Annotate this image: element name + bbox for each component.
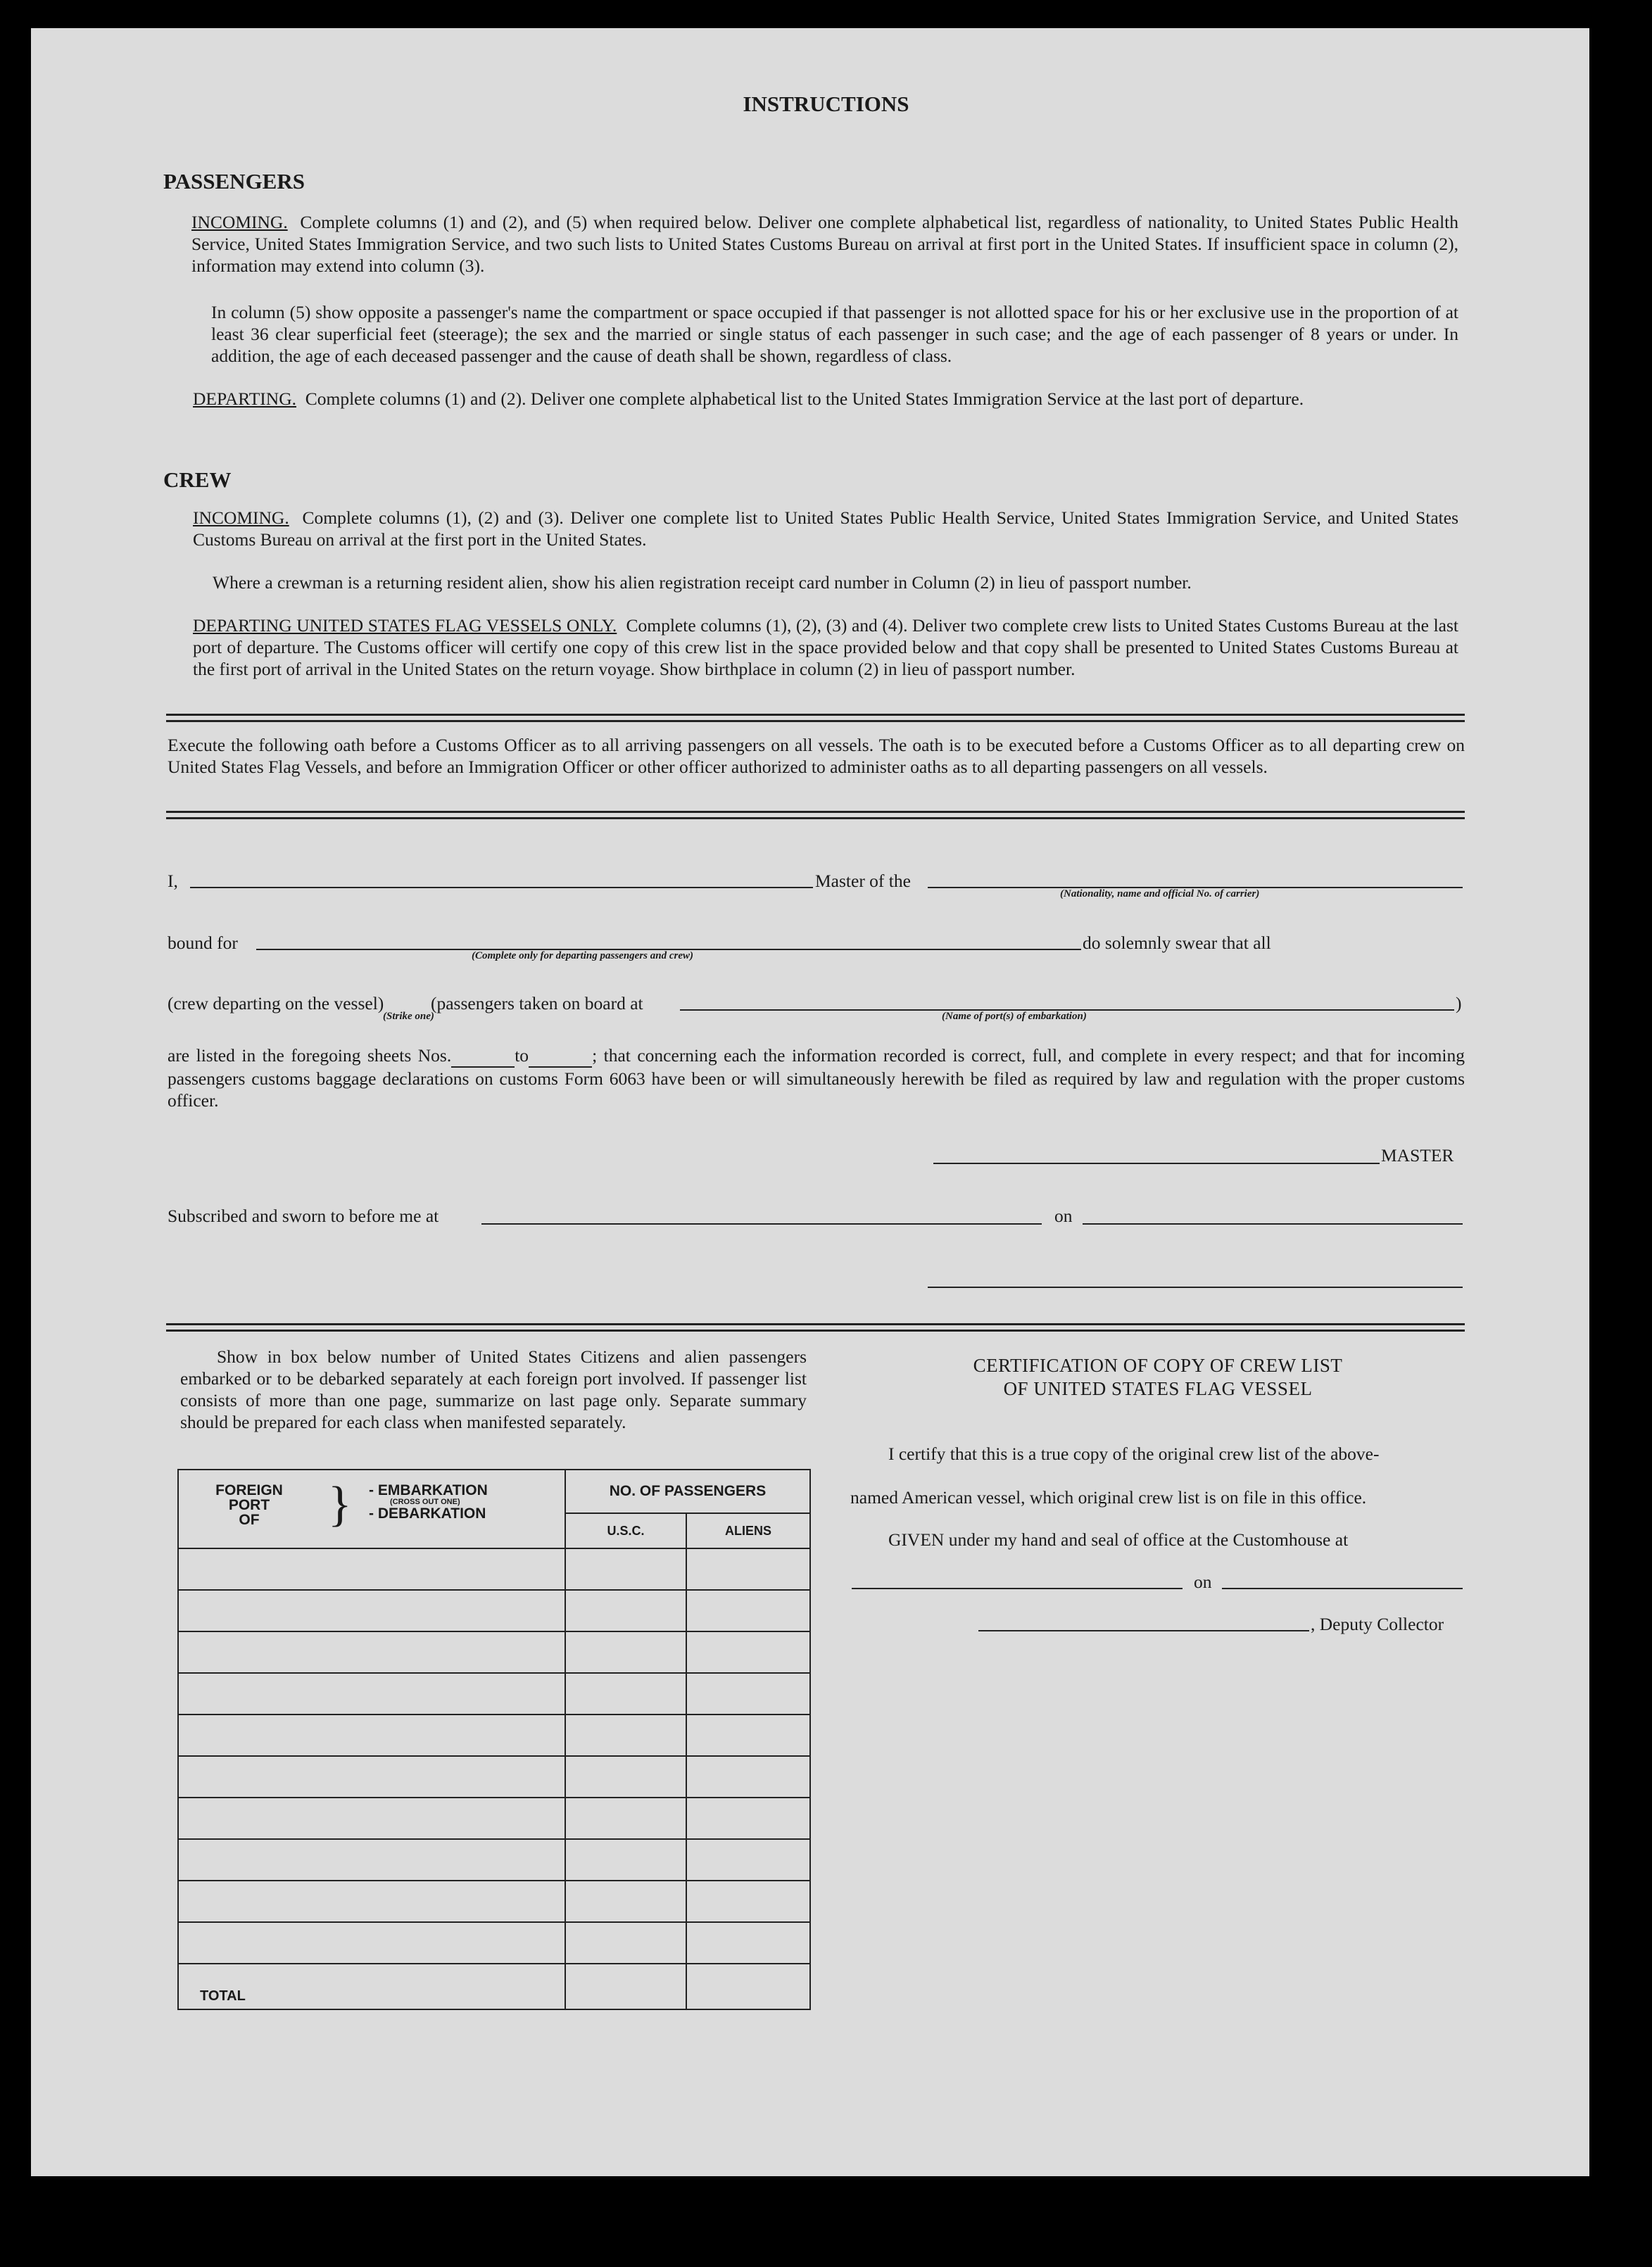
port-cell[interactable]: [178, 1756, 565, 1798]
aliens-total-cell[interactable]: [686, 1964, 810, 2009]
oath-intro: Execute the following oath before a Customs Officer as to all arriving passengers on all vessels. The oath is to be executed before a Customs Officer as to all departing crew on United States Flag Vessels, and before an Immigration Officer or other officer authorized to administer oaths as to all departing passengers on all vessels.: [168, 735, 1465, 777]
passengers-incoming-paragraph: [191, 211, 1458, 277]
port-cell[interactable]: [178, 1881, 565, 1922]
deputy-collector-label: , Deputy Collector: [1311, 1614, 1444, 1634]
col-port: PORT: [228, 1497, 270, 1513]
oath-crew-departing: (crew departing on the vessel): [168, 993, 384, 1013]
strike-one-caption: (Strike one): [383, 1011, 434, 1022]
oath-bound-for: bound for: [168, 933, 238, 953]
crew-incoming-paragraph: [193, 507, 1458, 550]
port-header-cell: [178, 1470, 565, 1548]
oath-close-paren: ): [1456, 993, 1462, 1013]
summary-instructions: Show in box below number of United States Citizens and alien passengers embarked or to be debarked separately at each foreign port involved. If passenger list consists of more than one page, summarize on last page only. Separate summary should be prepared for each class when manifested separately.: [180, 1346, 807, 1432]
crew-incoming-text: Complete columns (1), (2) and (3). Deliver one complete list to United States Public Health Service, United States Immigration Service, and United States Customs Bureau on arrival at the first port in the United States.: [193, 507, 1458, 550]
subscribed-label: Subscribed and sworn to before me at: [168, 1206, 439, 1226]
table-row: [178, 1881, 810, 1922]
page-title: INSTRUCTIONS: [743, 91, 909, 116]
port-cell[interactable]: [178, 1590, 565, 1631]
certification-title: [852, 1354, 1464, 1401]
passengers-incoming-text: Complete columns (1) and (2), and (5) when required below. Deliver one complete alphabetical list, regardless of nationality, to United States Public Health Service, United States Immigration Service, and two such lists to United States Customs Bureau on arrival at first port in the United States. If insufficient space in column (2), information may extend into column (3).: [191, 212, 1458, 276]
table-row: [178, 1715, 810, 1756]
aliens-cell[interactable]: [686, 1839, 810, 1881]
oath-listed-a: are listed in the foregoing sheets Nos.: [168, 1045, 452, 1066]
aliens-cell[interactable]: [686, 1673, 810, 1715]
aliens-cell[interactable]: [686, 1631, 810, 1673]
bound-caption: (Complete only for departing passengers and crew): [472, 950, 693, 961]
port-cell[interactable]: [178, 1922, 565, 1964]
usc-total-cell[interactable]: [565, 1964, 686, 2009]
carrier-caption: (Nationality, name and official No. of carrier): [1060, 888, 1260, 899]
table-row: [178, 1798, 810, 1839]
aliens-cell[interactable]: [686, 1715, 810, 1756]
port-header: [200, 1483, 298, 1527]
port-cell[interactable]: [178, 1631, 565, 1673]
certification-line-3: GIVEN under my hand and seal of office at the Customhouse at: [888, 1529, 1349, 1550]
passengers-column5-text: In column (5) show opposite a passenger's name the compartment or space occupied if that passenger is not allotted space for his or her exclusive use in the proportion of at least 36 clear superficial feet (steerage); the sex and the married or single status of each passenger in such case; and the age of each passenger of 8 years or under. In addition, the age of each deceased passenger and the cause of death shall be shown, regardless of class.: [211, 302, 1458, 366]
aliens-cell[interactable]: [686, 1881, 810, 1922]
divider: [166, 811, 1465, 819]
usc-cell[interactable]: [565, 1881, 686, 1922]
col-usc: U.S.C.: [565, 1513, 686, 1548]
sheet-to-field[interactable]: [529, 1044, 592, 1068]
table-row: [178, 1590, 810, 1631]
usc-cell[interactable]: [565, 1798, 686, 1839]
certification-date-field[interactable]: [1222, 1588, 1463, 1589]
divider: [166, 1323, 1465, 1332]
table-row: [178, 1839, 810, 1881]
passengers-departing-label: DEPARTING.: [193, 389, 296, 409]
total-label: TOTAL: [178, 1964, 565, 2009]
crew-incoming-label: INCOMING.: [193, 507, 289, 528]
oath-swear: do solemnly swear that all: [1083, 933, 1271, 953]
col-debarkation: - DEBARKATION: [369, 1505, 486, 1522]
oath-listed-rest: that for incoming passengers customs baggage declarations on customs Form 6063 have been or will simultaneously herewith be filed as required by law and regulation with the proper customs officer.: [168, 1045, 1465, 1111]
oath-listed-paragraph: [168, 1044, 1465, 1111]
subscribed-on: on: [1054, 1206, 1073, 1226]
table-row-total: [178, 1964, 810, 2009]
col-aliens: ALIENS: [686, 1513, 810, 1548]
certification-title-2: OF UNITED STATES FLAG VESSEL: [1003, 1378, 1313, 1399]
passengers-heading: PASSENGERS: [163, 169, 305, 194]
certification-line-2: named American vessel, which original crew list is on file in this office.: [850, 1487, 1367, 1508]
passengers-departing-paragraph: [193, 388, 1458, 410]
col-no-passengers: NO. OF PASSENGERS: [565, 1470, 810, 1513]
sheet-from-field[interactable]: [451, 1044, 515, 1068]
table-row: [178, 1922, 810, 1964]
port-cell[interactable]: [178, 1673, 565, 1715]
port-cell[interactable]: [178, 1839, 565, 1881]
usc-cell[interactable]: [565, 1715, 686, 1756]
certification-title-1: CERTIFICATION OF COPY OF CREW LIST: [973, 1355, 1343, 1376]
crew-resident-text: Where a crewman is a returning resident alien, show his alien registration receipt card number in Column (2) in lieu of passport number.: [213, 572, 1192, 593]
certification-on: on: [1194, 1572, 1212, 1592]
embark-header: [369, 1483, 488, 1521]
ports-caption: (Name of port(s) of embarkation): [942, 1011, 1087, 1022]
usc-cell[interactable]: [565, 1673, 686, 1715]
deputy-signature-field[interactable]: [978, 1630, 1309, 1631]
crew-departing-text: Complete columns (1), (2), (3) and (4). Deliver two complete crew lists to United States Customs Bureau at the last port of departure. The Customs officer will certify one copy of this crew list in the space provided below and that copy shall be presented to United States Customs Bureau at the first port of arrival in the United States on the return voyage. Show birthplace in column (2) in lieu of passport number.: [193, 615, 1458, 679]
table-header-row: [178, 1470, 810, 1513]
usc-cell[interactable]: [565, 1590, 686, 1631]
usc-cell[interactable]: [565, 1756, 686, 1798]
master-name-field[interactable]: [190, 887, 813, 888]
aliens-cell[interactable]: [686, 1798, 810, 1839]
brace-icon: }: [328, 1477, 352, 1532]
certification-line-1: I certify that this is a true copy of the original crew list of the above-: [888, 1444, 1380, 1464]
customhouse-field[interactable]: [852, 1588, 1183, 1589]
oath-listed-to: to: [515, 1045, 529, 1066]
table-row: [178, 1673, 810, 1715]
port-cell[interactable]: [178, 1715, 565, 1756]
crew-departing-label: DEPARTING UNITED STATES FLAG VESSELS ONLY.: [193, 615, 617, 636]
crew-heading: CREW: [163, 467, 232, 492]
table-row: [178, 1631, 810, 1673]
passengers-incoming-label: INCOMING.: [191, 212, 288, 232]
oath-passengers-taken: (passengers taken on board at: [431, 993, 643, 1013]
oath-i-label: I,: [168, 871, 178, 891]
oath-master-of: Master of the: [815, 871, 911, 891]
passenger-summary-table: [177, 1469, 811, 2010]
col-cross-out: (CROSS OUT ONE): [390, 1498, 460, 1506]
sworn-at-field[interactable]: [481, 1223, 1042, 1225]
usc-cell[interactable]: [565, 1839, 686, 1881]
master-label: MASTER: [1381, 1145, 1454, 1166]
aliens-cell[interactable]: [686, 1548, 810, 1590]
col-of: OF: [239, 1512, 260, 1528]
divider: [166, 714, 1465, 722]
oath-listed-b: ; that concerning each the information recorded is correct, full, and complete in every respect; and: [592, 1045, 1330, 1066]
usc-cell[interactable]: [565, 1922, 686, 1964]
port-cell[interactable]: [178, 1798, 565, 1839]
sworn-on-field[interactable]: [1083, 1223, 1463, 1225]
aliens-cell[interactable]: [686, 1922, 810, 1964]
officer-signature-field[interactable]: [928, 1287, 1463, 1288]
col-foreign: FOREIGN: [215, 1482, 283, 1498]
table-row: [178, 1756, 810, 1798]
table-row: [178, 1548, 810, 1590]
usc-cell[interactable]: [565, 1631, 686, 1673]
master-signature-field[interactable]: [933, 1163, 1380, 1164]
port-cell[interactable]: [178, 1548, 565, 1590]
usc-cell[interactable]: [565, 1548, 686, 1590]
aliens-cell[interactable]: [686, 1590, 810, 1631]
col-embarkation: - EMBARKATION: [369, 1482, 488, 1498]
passengers-departing-text: Complete columns (1) and (2). Deliver one complete alphabetical list to the United States Immigration Service at the last port of departure.: [305, 389, 1304, 409]
crew-departing-paragraph: [193, 614, 1458, 680]
aliens-cell[interactable]: [686, 1756, 810, 1798]
